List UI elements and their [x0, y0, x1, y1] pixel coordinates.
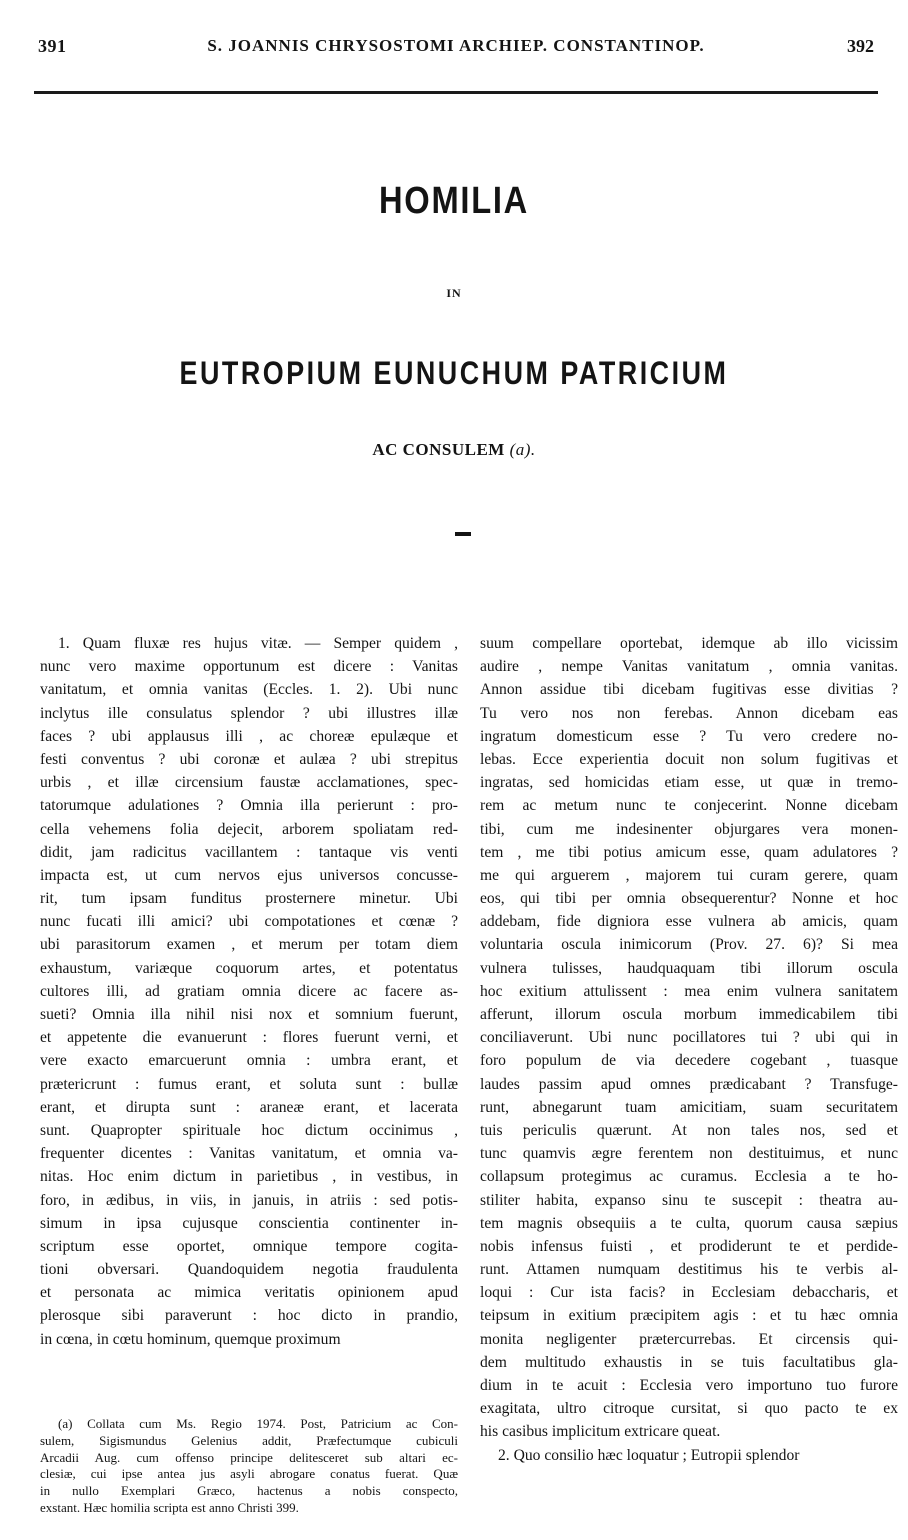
- text-line: dium in te acuit : Ecclesia vero importuno tuo furore: [480, 1377, 898, 1394]
- text-line: 1. Quam fluxæ res hujus vitæ. — Semper quidem ,: [58, 635, 458, 652]
- text-line: didit, jam radicitus vacillantem : tantaque vis venti: [40, 843, 458, 861]
- text-line: his casibus implicitum extricare queat.: [480, 1423, 721, 1441]
- text-line: teipsum in exitium præcipitem agis : et tu hæc omnia: [480, 1307, 898, 1325]
- text-line: runt. Attamen numquam destitimus his te verbis al-: [480, 1261, 898, 1279]
- footnote: [40, 1416, 458, 1517]
- text-line: suum compellare oportebat, idemque ab illo vicissim: [480, 635, 898, 652]
- title-subject: EUTROPIUM EUNUCHUM PATRICIUM: [179, 355, 729, 391]
- text-line: Tu vero nos non ferebas. Annon dicebam eas: [480, 704, 898, 722]
- text-line: nunc fucati illi amici? ubi compotationes et cœnæ ?: [40, 913, 458, 931]
- text-line: afferunt, illorum oscula morbum immedicabilem tibi: [480, 1006, 898, 1023]
- text-line: addebam, fide digniora esse vulnera ab amicis, quam: [480, 913, 898, 931]
- text-line: sunt. Quapropter spirituale hoc dictum occinimus ,: [40, 1121, 458, 1139]
- text-line: nunc vero maxime opportunum est dicere : Vanitas: [40, 658, 458, 676]
- text-line: nitas. Hoc enim dictum in parietibus , in vestibus, in: [40, 1168, 458, 1186]
- header-rule: [34, 91, 878, 94]
- title-in: IN: [446, 286, 462, 300]
- text-line: scriptum esse oportet, omnique tempore cogita-: [40, 1237, 458, 1255]
- text-line: urbis , et illæ circensium faustæ acclamationes, spec-: [40, 774, 458, 792]
- text-line: rem ac metum nunc te conjecerint. Nonne dicebam: [480, 797, 898, 815]
- text-line: sueti? Omnia illa nihil nisi nox et somnium fuerunt,: [40, 1006, 458, 1023]
- text-line: vere exacto emarcuerunt omnia : umbra erant, et: [40, 1052, 458, 1070]
- text-line: dem multitudo exhaustis in se tuis facultatibus gla-: [480, 1353, 898, 1371]
- text-line: impacta est, ut cum nervos ejus universos concusse-: [40, 866, 458, 884]
- text-line: vanitatum, et omnia vanitas (Eccles. 1. 2). Ubi nunc: [40, 681, 458, 699]
- page-number-left: 391: [38, 36, 67, 56]
- text-line: vulnera tulisses, haudquaquam tibi illorum oscula: [480, 959, 898, 977]
- text-line: me qui arguerem , majorem tui curam gerere, quam: [480, 866, 898, 884]
- text-line: voluntaria oscula inimicorum (Prov. 27. 6)? Si mea: [480, 936, 898, 954]
- text-line: et personata ac mimica veritatis opinionem apud: [40, 1284, 458, 1302]
- text-line: frequenter dicentes : Vanitas vanitatum, et omnia va-: [40, 1145, 458, 1163]
- title-ac-consulem: [0, 440, 908, 460]
- text-line: simum in ipsa cujusque conscientia continenter in-: [40, 1214, 458, 1232]
- text-line: hoc exitium attulissent : mea enim vulnera sanitatem: [480, 982, 898, 1000]
- text-line: runt, abnegarunt tuam amicitiam, suam securitatem: [480, 1098, 898, 1116]
- text-line: foro populum de via decedere cogebant , tuasque: [480, 1052, 898, 1070]
- text-line: audire , nempe Vanitas vanitatum , omnia vanitas.: [480, 658, 898, 676]
- text-line: et appetente die evanuerunt : flores fuerunt verni, et: [40, 1029, 458, 1047]
- text-line: tem , me tibi potius amicum esse, quam adulatores ?: [480, 843, 898, 861]
- footnote-line: sulem, Sigismundus Gelenius addit, Præfectumque cubiculi: [40, 1432, 458, 1448]
- running-header: [30, 36, 882, 62]
- footnote-line: Arcadii Aug. cum offenso principe delitesceret sub altari ec-: [40, 1449, 458, 1465]
- text-line: tioni obversari. Quandoquidem negotia fraudulenta: [40, 1261, 458, 1279]
- footnote-reference: (a).: [509, 440, 536, 459]
- text-line: cultores illi, ad gratiam omnia dicere ac facere as-: [40, 982, 458, 1000]
- text-line: plerosque sibi paraverunt : hoc dicto in prandio,: [40, 1307, 458, 1325]
- text-line: lebas. Ecce experientia docuit non solum fugitivas et: [480, 750, 898, 768]
- text-line: exagitata, ultro citroque cursitat, si quo pacto te ex: [480, 1400, 898, 1418]
- footnote-line: in nullo Exemplari Græco, hactenus a nobis conspecto,: [40, 1483, 458, 1499]
- text-line: loqui : Cur ista facis? in Ecclesiam debaccharis, et: [480, 1284, 898, 1302]
- text-line: ingratum domesticum esse ? Tu vero credere no-: [480, 727, 898, 745]
- right-column: [480, 632, 898, 1467]
- text-line: collapsum protegimus ac curamus. Ecclesia a te ho-: [480, 1168, 898, 1186]
- text-line: erant, et dirupta sunt : araneæ erant, et lacerata: [40, 1098, 458, 1116]
- ac-consulem-text: AC CONSULEM: [372, 440, 505, 459]
- footnote-line: clesiæ, cui ipse antea jus asyli abrogare conatus fuerat. Quæ: [40, 1466, 458, 1482]
- text-line: stiliter habita, expanso sinu te suscepit : theatra au-: [480, 1191, 898, 1209]
- text-line: conciliaverunt. Ubi nunc pocillatores tui ? ubi qui in: [480, 1029, 898, 1047]
- text-line: eos, qui tibi per omnia obsequerentur? Nonne et hoc: [480, 890, 898, 908]
- text-line: inclytus ille consulatus splendor ? ubi illustres illæ: [40, 704, 458, 722]
- running-title: S. JOANNIS CHRYSOSTOMI ARCHIEP. CONSTANTINOP.: [207, 36, 705, 55]
- text-line: tuis periculis quærunt. At non tales nos, sed et: [480, 1121, 898, 1139]
- text-line: Annon assidue tibi dicebam fugitivas esse divitias ?: [480, 681, 898, 699]
- left-column: [40, 632, 458, 1351]
- footnote-line: (a) Collata cum Ms. Regio 1974. Post, Patricium ac Con-: [58, 1416, 458, 1431]
- title-dash-ornament: [455, 532, 471, 536]
- text-line: tunc quamvis ægre ferentem non destituimus, et nunc: [480, 1145, 898, 1163]
- text-line: festi conventus ? ubi coronæ et aulæa ? ubi strepitus: [40, 750, 458, 768]
- text-line: nobis infensus fuisti , et prodiderunt te et perdide-: [480, 1237, 898, 1255]
- text-line: laudes passim apud omnes prædicabant ? Transfuge-: [480, 1075, 898, 1093]
- page-number-right: 392: [847, 36, 874, 56]
- text-line: ubi parasitorum examen , et merum per totam diem: [40, 936, 458, 954]
- text-line: prætericrunt : fumus erant, et soluta sunt : bullæ: [40, 1075, 458, 1093]
- title-homilia: HOMILIA: [378, 180, 530, 222]
- text-line: foro, in ædibus, in viis, in januis, in atriis : sed potis-: [40, 1191, 458, 1209]
- text-line: rit, tum ipsam funditus prosternere minetur. Ubi: [40, 890, 458, 908]
- text-line: tatorumque adulationes ? Omnia illa perierunt : pro-: [40, 797, 458, 815]
- text-line: cella vehemens folia dejecit, arborem spoliatam red-: [40, 820, 458, 838]
- text-line: faces ? ubi applausus illi , ac choreæ epulæque et: [40, 727, 458, 745]
- text-line: ingratas, sed homicidas etiam esse, ut quæ in tremo-: [480, 774, 898, 792]
- footnote-line: exstant. Hæc homilia scripta est anno Christi 399.: [40, 1499, 299, 1515]
- text-line: 2. Quo consilio hæc loquatur ; Eutropii splendor: [498, 1446, 800, 1464]
- text-line: tibi, cum me indesinenter objurgares vera monen-: [480, 820, 898, 838]
- text-line: tem magnis obsequiis a te culta, quorum causa sæpius: [480, 1214, 898, 1232]
- text-line: in cœna, in cœtu hominum, quemque proximum: [40, 1330, 341, 1348]
- text-line: exhaustum, variæque coquorum artes, et potentatus: [40, 959, 458, 977]
- text-line: monita negligenter prætercurrebas. Et circensis qui-: [480, 1330, 898, 1348]
